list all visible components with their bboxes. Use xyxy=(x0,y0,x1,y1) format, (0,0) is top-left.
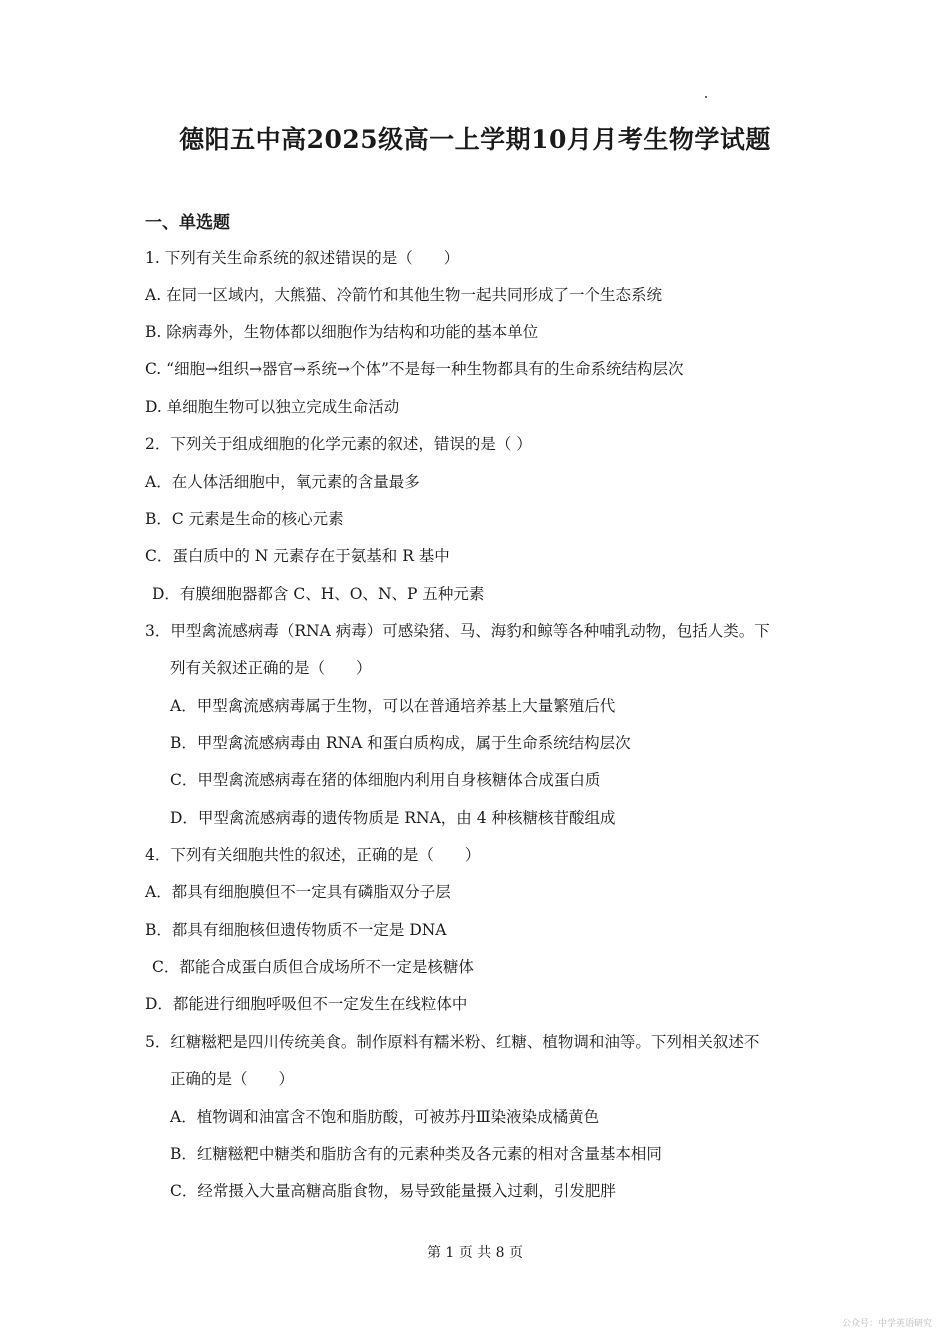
q1-stem: 1. 下列有关生命系统的叙述错误的是（ ） xyxy=(145,249,460,267)
q3-stem-line1: 3．甲型禽流感病毒（RNA 病毒）可感染猪、马、海豹和鲸等各种哺乳动物，包括人类。下 xyxy=(145,622,770,640)
q4-option-d: D．都能进行细胞呼吸但不一定发生在线粒体中 xyxy=(145,995,468,1013)
section-title: 一、单选题 xyxy=(145,213,230,233)
q3-option-d: D．甲型禽流感病毒的遗传物质是 RNA，由 4 种核糖核苷酸组成 xyxy=(170,809,616,827)
q5-stem-line2: 正确的是（ ） xyxy=(170,1070,295,1088)
q2-option-c: C．蛋白质中的 N 元素存在于氨基和 R 基中 xyxy=(145,547,450,565)
q1-option-c: C. “细胞→组织→器官→系统→个体”不是每一种生物都具有的生命系统结构层次 xyxy=(145,360,684,378)
q5-option-a: A．植物调和油富含不饱和脂肪酸，可被苏丹Ⅲ染液染成橘黄色 xyxy=(170,1108,600,1126)
page-footer: 第 1 页 共 8 页 xyxy=(426,1245,524,1261)
q4-option-a: A．都具有细胞膜但不一定具有磷脂双分子层 xyxy=(145,883,451,901)
q4-option-b: B．都具有细胞核但遗传物质不一定是 DNA xyxy=(145,921,447,939)
q3-option-c: C．甲型禽流感病毒在猪的体细胞内利用自身核糖体合成蛋白质 xyxy=(170,771,601,789)
q5-stem-line1: 5．红糖糍粑是四川传统美食。制作原料有糯米粉、红糖、植物调和油等。下列相关叙述不 xyxy=(145,1033,760,1051)
q1-option-a: A. 在同一区域内，大熊猫、冷箭竹和其他生物一起共同形成了一个生态系统 xyxy=(145,286,663,304)
q3-option-b: B．甲型禽流感病毒由 RNA 和蛋白质构成，属于生命系统结构层次 xyxy=(170,734,631,752)
q2-option-a: A．在人体活细胞中，氧元素的含量最多 xyxy=(145,473,420,491)
q2-option-b: B．C 元素是生命的核心元素 xyxy=(145,510,344,528)
q1-option-d: D. 单细胞生物可以独立完成生命活动 xyxy=(145,398,400,416)
q3-option-a: A．甲型禽流感病毒属于生物，可以在普通培养基上大量繁殖后代 xyxy=(170,697,616,715)
q3-stem-line2: 列有关叙述正确的是（ ） xyxy=(170,659,372,677)
q2-option-d: D．有膜细胞器都含 C、H、O、N、P 五种元素 xyxy=(152,585,485,603)
stray-dot xyxy=(705,96,707,98)
q5-option-c: C．经常摄入大量高糖高脂食物，易导致能量摄入过剩，引发肥胖 xyxy=(170,1182,616,1200)
watermark-text: 公众号：中学英语研究 xyxy=(841,1319,932,1329)
page-title: 德阳五中高2025级高一上学期10月月考生物学试题 xyxy=(179,125,771,154)
q5-option-b: B．红糖糍粑中糖类和脂肪含有的元素种类及各元素的相对含量基本相同 xyxy=(170,1145,662,1163)
q1-option-b: B. 除病毒外，生物体都以细胞作为结构和功能的基本单位 xyxy=(145,323,539,341)
q4-stem: 4．下列有关细胞共性的叙述，正确的是（ ） xyxy=(145,846,481,864)
q4-option-c: C．都能合成蛋白质但合成场所不一定是核糖体 xyxy=(152,958,474,976)
q2-stem: 2．下列关于组成细胞的化学元素的叙述，错误的是（ ） xyxy=(145,435,532,453)
